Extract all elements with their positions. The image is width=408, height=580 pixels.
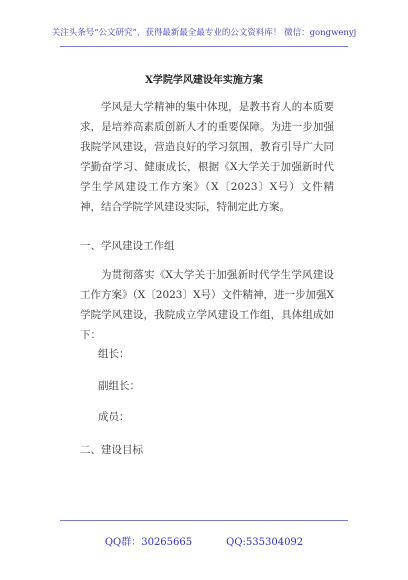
members-label: 成员： [98, 411, 130, 423]
intro-paragraph: 学风是大学精神的集中体现，是教书育人的本质要求，是培养高素质创新人才的重要保障。为进一步加强我院学风建设，营造良好的学习氛围，教育引导广大同学勤奋学习、健康成长，根据《X大学关于加强新时代学生学风建设工作方案》（X〔2023〕X号）文件精神，结合学院学风建设实际，特制定此方案。 [80, 101, 334, 213]
footer-contacts [0, 533, 408, 548]
document-title: X学院学风建设年实施方案 [145, 75, 263, 86]
qq-group-text: QQ群：30265665 [104, 537, 193, 548]
footer-divider [60, 520, 348, 521]
section-heading-work-group: 一、学风建设工作组 [80, 240, 175, 252]
leader-label: 组长： [98, 348, 130, 360]
qq-text: QQ:535304092 [226, 537, 304, 548]
deputy-leader-label: 副组长： [98, 380, 140, 392]
header-divider [60, 46, 348, 47]
section-heading-goals: 二、建设目标 [80, 444, 143, 456]
header-promo-text: 关注头条号“公文研究”，获得最新最全最专业的公文资料库！ 微信：gongwenyj [51, 28, 357, 38]
work-group-section [80, 265, 334, 345]
work-group-paragraph: 为贯彻落实《X大学关于加强新时代学生学风建设工作方案》（X〔2023〕X号）文件精神，进一步加强X学院学风建设，我院成立学风建设工作组，具体组成如下： [80, 269, 334, 341]
intro-section [80, 97, 334, 217]
